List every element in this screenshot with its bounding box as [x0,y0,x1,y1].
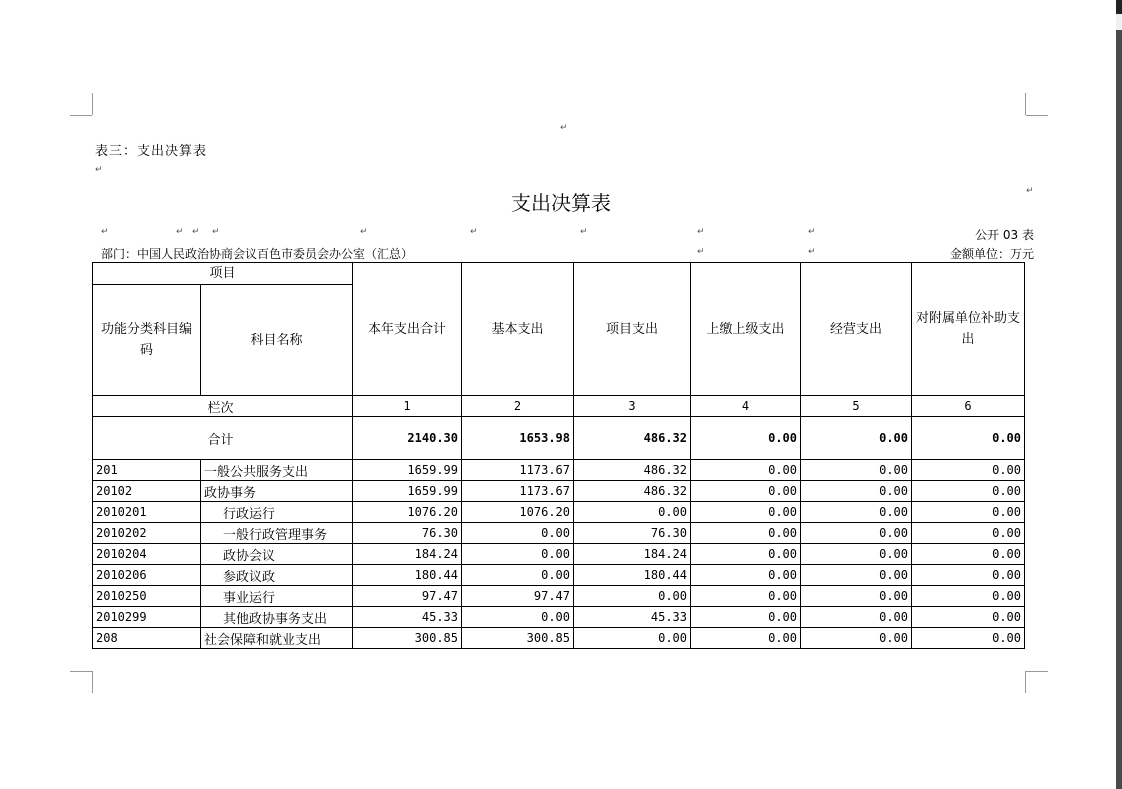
row-value: 76.30 [353,523,462,544]
total-value: 1653.98 [462,417,574,460]
row-value: 0.00 [801,481,912,502]
header-name: 科目名称 [201,285,353,396]
row-value: 1173.67 [462,460,574,481]
row-value: 486.32 [574,460,691,481]
header-col-2: 基本支出 [462,263,574,396]
row-value: 0.00 [801,523,912,544]
table-row [93,607,1025,628]
col-num: 2 [462,396,574,417]
row-value: 0.00 [691,460,801,481]
row-value: 0.00 [691,523,801,544]
row-code: 2010206 [93,565,201,586]
row-value: 486.32 [574,481,691,502]
row-value: 1659.99 [353,460,462,481]
row-value: 0.00 [691,544,801,565]
row-value: 97.47 [462,586,574,607]
row-value: 0.00 [801,607,912,628]
header-col-3: 项目支出 [574,263,691,396]
row-value: 180.44 [574,565,691,586]
col-num: 1 [353,396,462,417]
paragraph-mark-icon: ↵ [101,227,109,237]
col-num: 6 [912,396,1025,417]
row-value: 1076.20 [462,502,574,523]
row-value: 0.00 [462,565,574,586]
row-value: 0.00 [801,460,912,481]
row-value: 1076.20 [353,502,462,523]
row-value: 45.33 [353,607,462,628]
total-value: 486.32 [574,417,691,460]
row-value: 0.00 [691,607,801,628]
crop-mark-top-left [70,115,92,116]
table-row [93,481,1025,502]
table-row [93,460,1025,481]
row-value: 0.00 [912,460,1025,481]
row-value: 0.00 [912,628,1025,649]
row-value: 76.30 [574,523,691,544]
row-value: 0.00 [462,523,574,544]
row-name: 事业运行 [201,586,353,607]
paragraph-mark-icon: ↵ [808,247,816,257]
row-label: 栏次 [201,396,353,417]
row-value: 0.00 [691,586,801,607]
row-code: 2010204 [93,544,201,565]
row-value: 180.44 [353,565,462,586]
paragraph-mark-icon: ↵ [560,123,568,133]
total-value: 2140.30 [353,417,462,460]
row-code: 2010202 [93,523,201,544]
row-value: 0.00 [691,481,801,502]
row-value: 300.85 [462,628,574,649]
row-value: 0.00 [801,628,912,649]
row-value: 0.00 [801,565,912,586]
row-value: 0.00 [574,502,691,523]
row-value: 0.00 [691,502,801,523]
page-title: 支出决算表 [511,191,611,215]
table-row [93,502,1025,523]
crop-mark-top-right [1026,115,1048,116]
row-name: 一般行政管理事务 [201,523,353,544]
department-label: 部门：中国人民政治协商会议百色市委员会办公室（汇总） [101,247,414,261]
row-value: 0.00 [912,565,1025,586]
row-value: 0.00 [912,502,1025,523]
vertical-scrollbar[interactable] [1116,0,1122,789]
row-value: 0.00 [801,586,912,607]
row-value: 0.00 [574,628,691,649]
table-row [93,565,1025,586]
total-value: 0.00 [912,417,1025,460]
row-value: 0.00 [801,544,912,565]
row-label-spacer [93,396,201,417]
table-row [93,628,1025,649]
row-value: 0.00 [912,523,1025,544]
crop-mark-bottom-left-v [92,671,93,693]
row-code: 208 [93,628,201,649]
paragraph-mark-icon: ↵ [697,247,705,257]
col-num: 5 [801,396,912,417]
row-name: 其他政协事务支出 [201,607,353,628]
row-value: 0.00 [691,628,801,649]
section-heading: 表三：支出决算表 [95,144,208,159]
table-row [93,586,1025,607]
table-row [93,544,1025,565]
header-col-4: 上缴上级支出 [691,263,801,396]
row-code: 20102 [93,481,201,502]
paragraph-mark-icon: ↵ [470,227,478,237]
table-row [93,523,1025,544]
row-code: 2010299 [93,607,201,628]
scrollbar-top-cap [1116,0,1122,14]
paragraph-mark-icon: ↵ [1026,186,1034,196]
row-value: 0.00 [462,607,574,628]
row-value: 0.00 [801,502,912,523]
total-label: 合计 [201,417,353,460]
row-value: 0.00 [912,607,1025,628]
paragraph-mark-icon: ↵ [697,227,705,237]
row-name: 社会保障和就业支出 [201,628,353,649]
row-name: 参政议政 [201,565,353,586]
header-col-6: 对附属单位补助支出 [912,263,1025,396]
row-code: 2010250 [93,586,201,607]
crop-mark-top-left-v [92,93,93,115]
crop-mark-top-right-v [1025,93,1026,115]
header-project: 项目 [93,263,353,285]
header-col-1: 本年支出合计 [353,263,462,396]
expenditure-table [92,262,1025,649]
row-value: 1173.67 [462,481,574,502]
col-num: 3 [574,396,691,417]
scrollbar-thumb[interactable] [1116,30,1122,789]
header-col-5: 经营支出 [801,263,912,396]
row-name: 政协事务 [201,481,353,502]
row-value: 0.00 [912,481,1025,502]
row-value: 184.24 [353,544,462,565]
row-value: 45.33 [574,607,691,628]
paragraph-mark-icon: ↵ [176,227,184,237]
form-number: 公开 03 表 [975,228,1034,242]
paragraph-mark-icon: ↵ [95,165,103,175]
row-name: 政协会议 [201,544,353,565]
paragraph-mark-icon: ↵ [360,227,368,237]
unit-label: 金额单位：万元 [949,247,1034,261]
total-value: 0.00 [801,417,912,460]
header-code: 功能分类科目编码 [93,285,201,396]
paragraph-mark-icon: ↵ [580,227,588,237]
paragraph-mark-icon: ↵ [192,227,200,237]
col-num: 4 [691,396,801,417]
crop-mark-bottom-right-v [1025,671,1026,693]
row-value: 0.00 [912,586,1025,607]
row-value: 1659.99 [353,481,462,502]
crop-mark-bottom-left [70,671,92,672]
row-value: 184.24 [574,544,691,565]
total-value: 0.00 [691,417,801,460]
row-value: 0.00 [691,565,801,586]
row-code: 2010201 [93,502,201,523]
table-body [93,460,1025,649]
total-spacer [93,417,201,460]
row-value: 0.00 [912,544,1025,565]
row-value: 97.47 [353,586,462,607]
row-code: 201 [93,460,201,481]
row-name: 行政运行 [201,502,353,523]
row-value: 300.85 [353,628,462,649]
row-name: 一般公共服务支出 [201,460,353,481]
paragraph-mark-icon: ↵ [212,227,220,237]
crop-mark-bottom-right [1026,671,1048,672]
row-value: 0.00 [462,544,574,565]
row-value: 0.00 [574,586,691,607]
paragraph-mark-icon: ↵ [808,227,816,237]
